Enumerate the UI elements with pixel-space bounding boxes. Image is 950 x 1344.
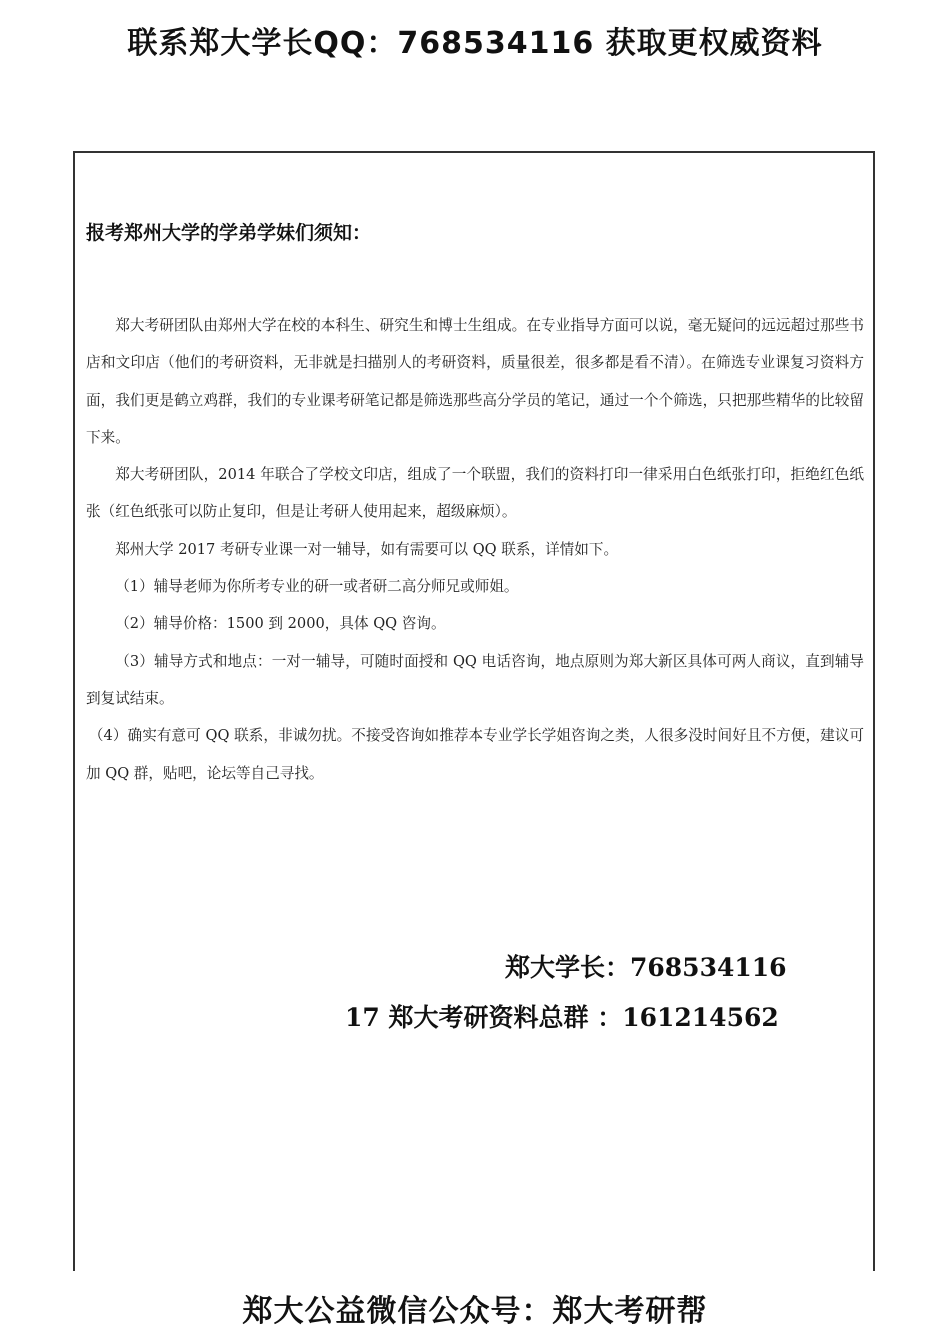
tutoring-item-contact: （4）确实有意可 QQ 联系，非诚勿扰。不接受咨询如推荐本专业学长学姐咨询之类，人很多没时间好且不方便，建议可加 QQ 群，贴吧，论坛等自己寻找。 [86,727,864,782]
header-banner: 联系郑大学长QQ：768534116 获取更权威资料 [127,26,823,61]
senior-contact: 郑大学长：768534116 [505,953,787,982]
group-contact: 17 郑大考研资料总群 ：161214562 [345,1003,779,1032]
notice-heading: 报考郑州大学的学弟学妹们须知： [86,222,372,244]
footer-banner: 郑大公益微信公众号：郑大考研帮 [242,1294,708,1329]
paragraph-print-alliance: 郑大考研团队，2014 年联合了学校文印店，组成了一个联盟，我们的资料打印一律采用白色纸张打印，拒绝红色纸张（红色纸张可以防止复印，但是让考研人使用起来，超级麻烦）。 [86,466,864,521]
paragraph-team-intro: 郑大考研团队由郑州大学在校的本科生、研究生和博士生组成。在专业指导方面可以说，毫无疑问的远远超过那些书店和文印店（他们的考研资料，无非就是扫描别人的考研资料，质量很差，很多都是看不清）。在筛选专业课复习资料方面，我们更是鹤立鸡群，我们的专业课考研笔记都是筛选那些高分学员的笔记，通过一个个筛选，只把那些精华的比较留下来。 [86,317,864,446]
tutoring-item-method: （3）辅导方式和地点：一对一辅导，可随时面授和 QQ 电话咨询，地点原则为郑大新区具体可两人商议，直到辅导到复试结束。 [86,652,864,707]
tutoring-item-teacher: （1）辅导老师为你所考专业的研一或者研二高分师兄或师姐。 [115,578,519,596]
tutoring-item-price: （2）辅导价格：1500 到 2000，具体 QQ 咨询。 [115,615,446,633]
notice-body [86,307,864,792]
paragraph-tutoring-intro: 郑州大学 2017 考研专业课一对一辅导，如有需要可以 QQ 联系，详情如下。 [115,540,619,558]
